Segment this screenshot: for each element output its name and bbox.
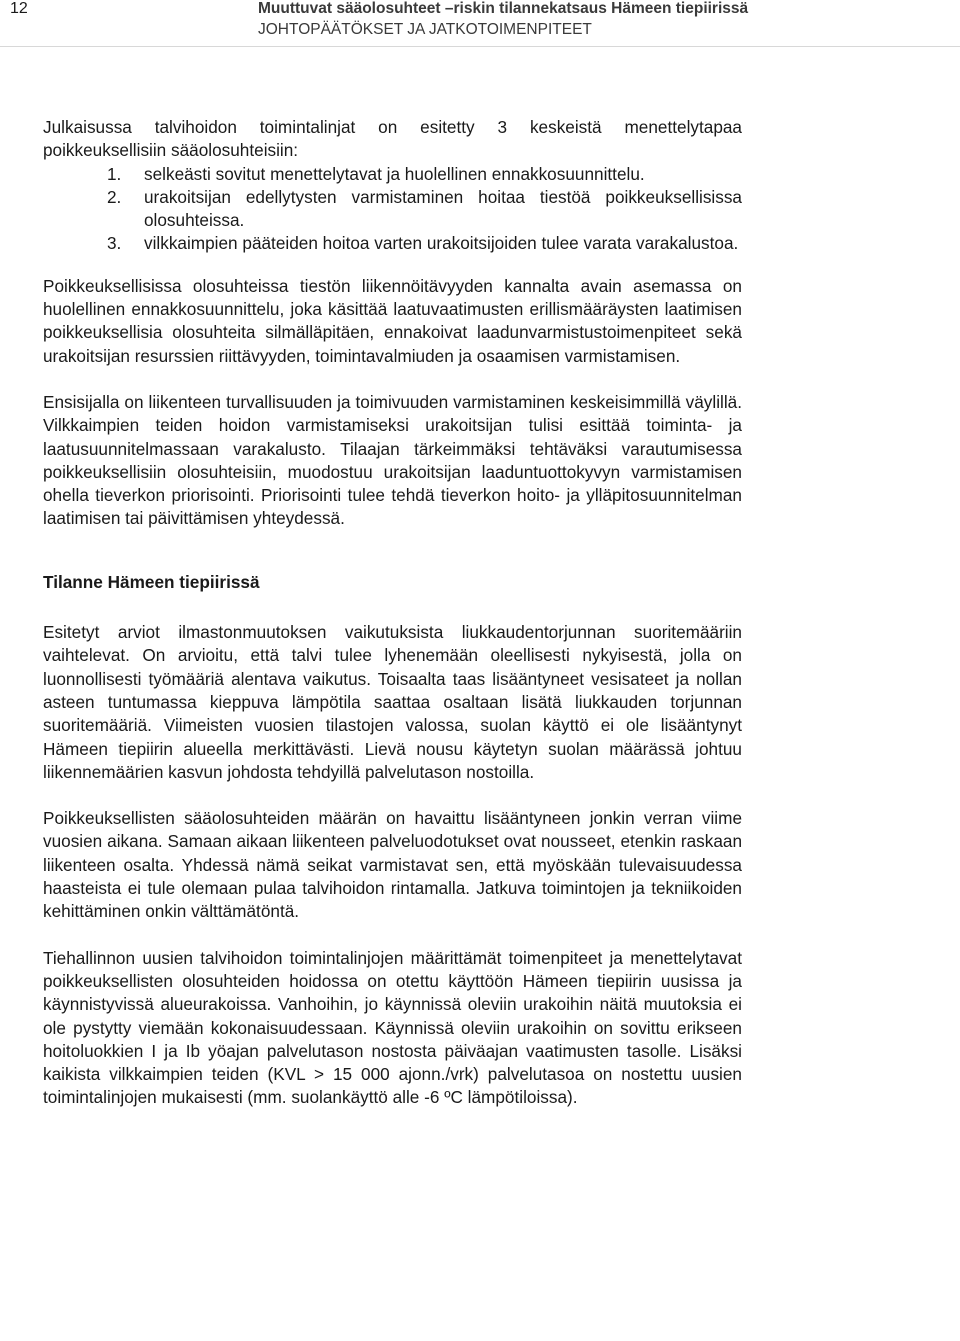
list-item: [43, 163, 742, 186]
list-item: [43, 232, 742, 255]
document-body: [43, 116, 742, 1133]
list-item-text: selkeästi sovitut menettelytavat ja huolellinen ennakkosuunnittelu.: [144, 163, 645, 184]
paragraph: Tiehallinnon uusien talvihoidon toimintalinjojen määrittämät toimenpiteet ja menettelytavat poikkeuksellisten olosuhteiden hoidossa on otettu käyttöön Hämeen tiepiirin uusissa ja käynnistyvissä alueurakoissa. Vanhoihin, jo käynnissä oleviin urakoihin näitä muutoksia ei ole pystytty viemään kokonaisuudessaan. Käynnissä oleviin urakoihin on sovittu erikseen hoitoluokkien I ja Ib yöajan palvelutason nostosta päiväajan vaatimusten tasolle. Lisäksi kaikista vilkkaimpien teiden (KVL > 15 000 ajonn./vrk) palvelutasoa on nostettu uusien toimintalinjojen mukaisesti (mm. suolankäyttö alle -6 ºC lämpötiloissa).: [43, 947, 742, 1108]
list-item-number: 1.: [107, 163, 122, 184]
list-item-number: 3.: [107, 233, 122, 254]
list-item-number: 2.: [107, 186, 122, 207]
header-subtitle: JOHTOPÄÄTÖKSET JA JATKOTOIMENPITEET: [258, 21, 592, 38]
numbered-list: [43, 163, 742, 256]
paragraph: Poikkeuksellisissa olosuhteissa tiestön liikennöitävyyden kannalta avain asemassa on huolellinen ennakkosuunnittelu, joka käsittää laatuvaatimusten erillismääräysten laatimisen poikkeuksellisia olosuhteita silmälläpitäen, ennakoivat laadunvarmistustoimenpiteet sekä urakoitsijan resurssien riittävyyden, toimintavalmiuden ja osaamisen varmistamisen.: [43, 275, 742, 366]
page-number: 12: [10, 0, 28, 17]
paragraph: Ensisijalla on liikenteen turvallisuuden ja toimivuuden varmistaminen keskeisimmillä väylillä. Vilkkaimpien teiden hoidon varmistamiseksi urakoitsijan tulisi esittää toiminta- ja laatusuunnitelmassaan varakalusto. Tilaajan tärkeimmäksi tehtäväksi varautumisessa poikkeuksellisiin olosuhteisiin, muodostuu urakoitsijan laaduntuottokyvyn varmistamisen ohella tieverkon priorisointi. Priorisointi tulee tehdä tieverkon hoito- ja ylläpitosuunnitelman laatimisen tai päivittämisen yhteydessä.: [43, 391, 742, 529]
header-title: Muuttuvat sääolosuhteet –riskin tilannekatsaus Hämeen tiepiirissä: [258, 0, 749, 17]
paragraph: Esitetyt arviot ilmastonmuutoksen vaikutuksista liukkaudentorjunnan suoritemääriin vaihtelevat. On arvioitu, että talvi tulee lyhenemään oleellisesti nykyisestä, jolla on luonnollisesti työmääriä alentava vaikutus. Toisaalta taas lisääntyneet vesisateet ja nollan asteen tuntumassa kieppuva lämpötila saattaa osaltaan lisätä liukkauden torjunnan suoritemääriä. Viimeisten vuosien tilastojen valossa, suolan käyttö ei ole lisääntynyt Hämeen tiepiirin alueella merkittävästi. Lievä nousu käytetyn suolan määrässä johtuu liikennemäärien kasvun johdosta tehdyillä palvelutason nostoilla.: [43, 622, 742, 782]
section-heading: Tilanne Hämeen tiepiirissä: [43, 571, 260, 592]
paragraph: Poikkeuksellisten sääolosuhteiden määrän on havaittu lisääntyneen jonkin verran viime vuosien aikana. Samaan aikaan liikenteen palveluodotukset ovat nousseet, etenkin raskaan liikenteen osalta. Yhdessä nämä seikat varmistavat sen, että myöskään tulevaisuudessa haasteista ei tule olemaan pulaa talvihoidon rintamalla. Jatkuva toimintojen ja tekniikoiden kehittäminen onkin välttämätöntä.: [43, 808, 742, 922]
list-item-text: urakoitsijan edellytysten varmistaminen hoitaa tiestöä poikkeuksellisissa olosuhteissa.: [144, 186, 742, 231]
list-item-text: vilkkaimpien pääteiden hoitoa varten urakoitsijoiden tulee varata varakalustoa.: [144, 233, 739, 254]
intro-paragraph: Julkaisussa talvihoidon toimintalinjat on esitetty 3 keskeistä menettelytapaa poikkeuksellisiin sääolosuhteisiin:: [43, 117, 742, 161]
list-item: [43, 186, 742, 233]
header-divider: [0, 46, 960, 47]
page-header: [0, 0, 960, 46]
